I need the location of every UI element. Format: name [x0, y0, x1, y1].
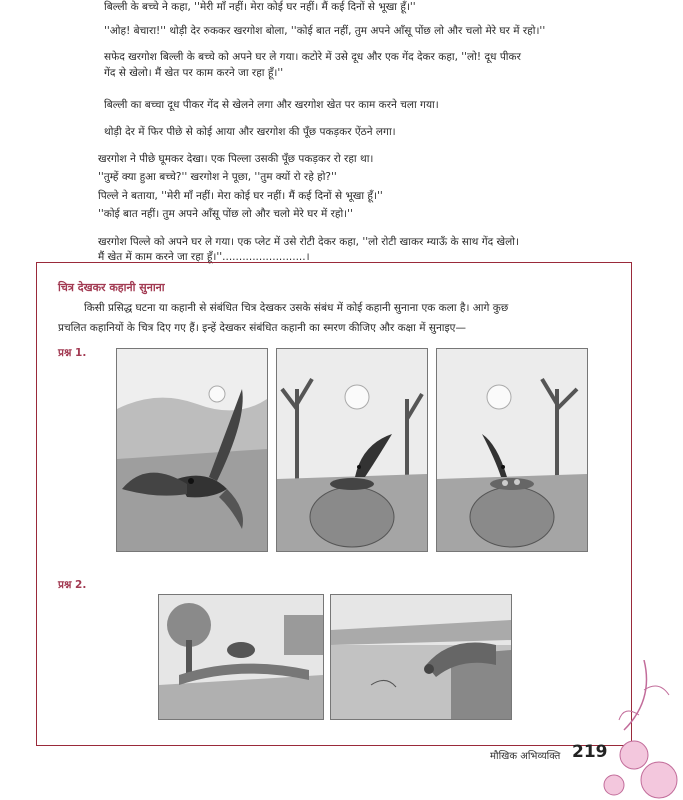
illustration-dog-reflection [330, 594, 512, 720]
story-line: पिल्ले ने बताया, ''मेरी माँ नहीं। मेरा कोई घर नहीं। मैं कई दिनों से भूखा हूँ।'' [98, 190, 383, 202]
crow-pitcher-icon [277, 349, 427, 551]
story-line: बिल्ली के बच्चे ने कहा, ''मेरी माँ नहीं। मेरा कोई घर नहीं। मैं कई दिनों से भूखा हूँ।'' [104, 1, 416, 13]
crow-pitcher-stones-icon [437, 349, 587, 551]
story-line: गेंद से खेलो। मैं खेत पर काम करने जा रहा हूँ।'' [104, 67, 284, 79]
story-line: थोड़ी देर में फिर पीछे से कोई आया और खरगोश की पूँछ पकड़कर ऐंठने लगा। [104, 126, 396, 138]
story-line: खरगोश ने पीछे घूमकर देखा। एक पिल्ला उसकी पूँछ पकड़कर रो रहा था। [98, 153, 374, 165]
story-line: बिल्ली का बच्चा दूध पीकर गेंद से खेलने लगा और खरगोश खेत पर काम करने चला गया। [104, 99, 439, 111]
story-line: ''ओह! बेचारा!'' थोड़ी देर रुककर खरगोश बोला, ''कोई बात नहीं, तुम अपने आँसू पोंछ लो और चलो मेरे घर में रहो।'' [104, 25, 546, 37]
illustration-crow-pitcher-1 [276, 348, 428, 552]
illustration-crow-pitcher-2 [436, 348, 588, 552]
dog-reflection-icon [331, 595, 511, 719]
illustration-crow-flying [116, 348, 268, 552]
story-line: खरगोश पिल्ले को अपने घर ले गया। एक प्लेट में उसे रोटी देकर कहा, ''लो रोटी खाकर म्याऊँ के साथ गेंद खेलो। [98, 236, 519, 248]
section-title: चित्र देखकर कहानी सुनाना [58, 281, 165, 294]
story-line: मैं खेत में काम करने जा रहा हूँ।''.........................। [98, 251, 310, 263]
activity-intro: किसी प्रसिद्ध घटना या कहानी से संबंधित चित्र देखकर उसके संबंध में कोई कहानी सुनाना एक कला है। आगे कुछ [84, 302, 509, 314]
activity-intro: प्रचलित कहानियों के चित्र दिए गए हैं। इन्हें देखकर संबंधित कहानी का स्मरण कीजिए और कक्षा में सुनाइए— [58, 322, 466, 334]
illustration-dog-bridge [158, 594, 324, 720]
dog-bridge-icon [159, 595, 323, 719]
rose-ornament-icon [584, 660, 683, 800]
page-number: 219 [572, 742, 608, 762]
story-line: सफेद खरगोश बिल्ली के बच्चे को अपने घर ले गया। कटोरे में उसे दूध और एक गेंद देकर कहा, ''लो! दूध पीकर [104, 51, 521, 63]
story-line: ''तुम्हें क्या हुआ बच्चे?'' खरगोश ने पूछा, ''तुम क्यों रो रहे हो?'' [98, 171, 337, 183]
question-label: प्रश्न 2. [58, 579, 87, 591]
story-line: ''कोई बात नहीं। तुम अपने आँसू पोंछ लो और चलो मेरे घर में रहो।'' [98, 208, 353, 220]
footer-section-label: मौखिक अभिव्यक्ति [490, 751, 561, 762]
crow-flying-icon [117, 349, 267, 551]
question-label: प्रश्न 1. [58, 347, 87, 359]
